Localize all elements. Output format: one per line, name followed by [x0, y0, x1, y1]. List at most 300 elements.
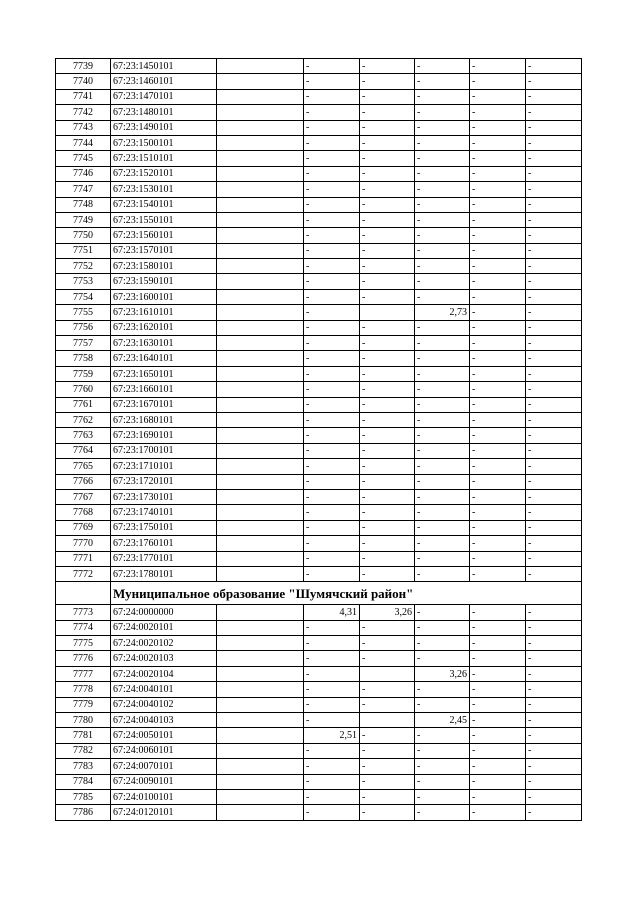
value-cell: 3,26	[415, 666, 470, 681]
value-cell: -	[526, 605, 582, 620]
value-cell	[217, 228, 304, 243]
value-cell: -	[526, 789, 582, 804]
value-cell: -	[360, 135, 415, 150]
value-cell: -	[415, 682, 470, 697]
value-cell: -	[415, 259, 470, 274]
row-number: 7771	[56, 551, 111, 566]
value-cell: -	[470, 351, 526, 366]
value-cell: -	[415, 320, 470, 335]
row-number: 7773	[56, 605, 111, 620]
value-cell: -	[470, 59, 526, 74]
value-cell: -	[415, 243, 470, 258]
value-cell: -	[360, 105, 415, 120]
table-row	[56, 566, 582, 581]
row-number: 7786	[56, 805, 111, 820]
value-cell: -	[304, 89, 360, 104]
value-cell: -	[470, 636, 526, 651]
value-cell: -	[470, 74, 526, 89]
cadastral-code: 67:23:1600101	[111, 289, 217, 304]
value-cell: -	[304, 551, 360, 566]
value-cell: -	[360, 274, 415, 289]
value-cell: -	[526, 351, 582, 366]
table-row	[56, 651, 582, 666]
value-cell: -	[415, 382, 470, 397]
value-cell: -	[304, 789, 360, 804]
value-cell	[217, 713, 304, 728]
value-cell	[217, 259, 304, 274]
row-number: 7769	[56, 520, 111, 535]
value-cell: -	[470, 259, 526, 274]
value-cell	[217, 89, 304, 104]
value-cell: -	[360, 682, 415, 697]
cadastral-code: 67:24:0040101	[111, 682, 217, 697]
table-row	[56, 474, 582, 489]
value-cell: -	[415, 351, 470, 366]
value-cell: -	[360, 289, 415, 304]
value-cell	[217, 320, 304, 335]
row-number: 7766	[56, 474, 111, 489]
value-cell: -	[415, 212, 470, 227]
value-cell: -	[304, 743, 360, 758]
cadastral-code: 67:23:1550101	[111, 212, 217, 227]
value-cell: -	[360, 459, 415, 474]
value-cell: -	[304, 351, 360, 366]
cadastral-code: 67:24:0020103	[111, 651, 217, 666]
value-cell	[217, 274, 304, 289]
value-cell	[217, 351, 304, 366]
value-cell: -	[304, 566, 360, 581]
value-cell: -	[360, 120, 415, 135]
value-cell: -	[360, 620, 415, 635]
value-cell: -	[304, 182, 360, 197]
value-cell	[217, 743, 304, 758]
value-cell: -	[470, 212, 526, 227]
value-cell: -	[304, 443, 360, 458]
row-number: 7770	[56, 536, 111, 551]
value-cell: -	[360, 197, 415, 212]
row-number: 7753	[56, 274, 111, 289]
value-cell: -	[470, 274, 526, 289]
table-row	[56, 666, 582, 681]
value-cell: -	[470, 728, 526, 743]
value-cell: -	[470, 759, 526, 774]
value-cell	[217, 197, 304, 212]
value-cell: -	[360, 59, 415, 74]
value-cell: -	[360, 382, 415, 397]
cadastral-code: 67:23:1560101	[111, 228, 217, 243]
value-cell: -	[470, 412, 526, 427]
row-number: 7752	[56, 259, 111, 274]
value-cell: -	[360, 212, 415, 227]
cadastral-code: 67:23:1660101	[111, 382, 217, 397]
cadastral-code: 67:23:1670101	[111, 397, 217, 412]
value-cell: -	[415, 551, 470, 566]
row-number: 7744	[56, 135, 111, 150]
value-cell: -	[526, 182, 582, 197]
cadastral-code: 67:23:1530101	[111, 182, 217, 197]
value-cell: -	[360, 728, 415, 743]
cadastral-code: 67:23:1480101	[111, 105, 217, 120]
cadastral-code: 67:24:0020102	[111, 636, 217, 651]
value-cell	[217, 505, 304, 520]
cadastral-code: 67:23:1720101	[111, 474, 217, 489]
value-cell: -	[415, 459, 470, 474]
value-cell: -	[304, 620, 360, 635]
value-cell	[360, 305, 415, 320]
value-cell: -	[304, 474, 360, 489]
value-cell: -	[304, 166, 360, 181]
value-cell: -	[415, 789, 470, 804]
value-cell: -	[304, 274, 360, 289]
table-row	[56, 212, 582, 227]
value-cell: -	[304, 682, 360, 697]
table-row	[56, 459, 582, 474]
value-cell: -	[415, 135, 470, 150]
value-cell: -	[415, 397, 470, 412]
value-cell: -	[360, 805, 415, 820]
table-row	[56, 682, 582, 697]
table-row	[56, 428, 582, 443]
value-cell: -	[470, 505, 526, 520]
value-cell: -	[526, 228, 582, 243]
value-cell: -	[304, 805, 360, 820]
value-cell: -	[415, 336, 470, 351]
value-cell: -	[360, 89, 415, 104]
value-cell: -	[304, 366, 360, 381]
cadastral-code: 67:24:0000000	[111, 605, 217, 620]
value-cell: -	[360, 505, 415, 520]
row-number: 7742	[56, 105, 111, 120]
value-cell	[217, 151, 304, 166]
table-row	[56, 289, 582, 304]
value-cell: -	[526, 774, 582, 789]
value-cell	[217, 789, 304, 804]
value-cell: 2,73	[415, 305, 470, 320]
row-number: 7776	[56, 651, 111, 666]
cadastral-code: 67:23:1490101	[111, 120, 217, 135]
row-number: 7780	[56, 713, 111, 728]
value-cell	[217, 412, 304, 427]
cadastral-code: 67:23:1510101	[111, 151, 217, 166]
value-cell: -	[360, 759, 415, 774]
value-cell: -	[415, 474, 470, 489]
row-number: 7740	[56, 74, 111, 89]
value-cell: -	[304, 651, 360, 666]
value-cell: -	[415, 105, 470, 120]
cadastral-code: 67:23:1650101	[111, 366, 217, 381]
value-cell: -	[415, 759, 470, 774]
table-row	[56, 259, 582, 274]
table-row	[56, 505, 582, 520]
row-number: 7765	[56, 459, 111, 474]
value-cell	[217, 728, 304, 743]
value-cell: -	[304, 412, 360, 427]
value-cell: -	[304, 713, 360, 728]
value-cell: -	[526, 89, 582, 104]
value-cell: -	[415, 74, 470, 89]
value-cell: -	[304, 666, 360, 681]
table-row	[56, 197, 582, 212]
value-cell	[217, 305, 304, 320]
value-cell: -	[360, 651, 415, 666]
value-cell: -	[470, 89, 526, 104]
value-cell: -	[470, 428, 526, 443]
value-cell: -	[526, 443, 582, 458]
value-cell: -	[360, 259, 415, 274]
value-cell: -	[526, 259, 582, 274]
value-cell: -	[470, 551, 526, 566]
table-row	[56, 274, 582, 289]
value-cell: -	[526, 759, 582, 774]
value-cell: -	[304, 59, 360, 74]
value-cell: -	[526, 713, 582, 728]
value-cell: -	[304, 774, 360, 789]
value-cell	[217, 566, 304, 581]
value-cell: -	[415, 605, 470, 620]
value-cell: -	[526, 428, 582, 443]
value-cell: -	[470, 520, 526, 535]
value-cell: -	[304, 505, 360, 520]
value-cell: -	[360, 774, 415, 789]
value-cell	[360, 666, 415, 681]
value-cell: -	[470, 566, 526, 581]
value-cell: -	[470, 228, 526, 243]
value-cell: -	[526, 551, 582, 566]
value-cell: -	[470, 605, 526, 620]
value-cell: -	[526, 366, 582, 381]
value-cell: -	[526, 536, 582, 551]
table-row	[56, 536, 582, 551]
table-row	[56, 605, 582, 620]
row-number: 7749	[56, 212, 111, 227]
value-cell: -	[526, 743, 582, 758]
cadastral-code: 67:23:1460101	[111, 74, 217, 89]
value-cell: 2,51	[304, 728, 360, 743]
value-cell: -	[526, 505, 582, 520]
value-cell: -	[470, 743, 526, 758]
value-cell: -	[415, 166, 470, 181]
value-cell: -	[415, 697, 470, 712]
value-cell: -	[415, 89, 470, 104]
value-cell: -	[304, 489, 360, 504]
value-cell: -	[304, 197, 360, 212]
value-cell: -	[470, 135, 526, 150]
value-cell	[217, 774, 304, 789]
value-cell: -	[526, 197, 582, 212]
row-number: 7779	[56, 697, 111, 712]
value-cell: -	[360, 697, 415, 712]
value-cell: -	[470, 366, 526, 381]
value-cell	[217, 166, 304, 181]
table-row	[56, 789, 582, 804]
table-row	[56, 305, 582, 320]
cadastral-code: 67:23:1630101	[111, 336, 217, 351]
value-cell: -	[526, 166, 582, 181]
cadastral-code: 67:23:1470101	[111, 89, 217, 104]
cadastral-code: 67:23:1580101	[111, 259, 217, 274]
value-cell: -	[470, 620, 526, 635]
row-number: 7746	[56, 166, 111, 181]
value-cell	[217, 289, 304, 304]
value-cell: -	[526, 105, 582, 120]
cadastral-code: 67:24:0050101	[111, 728, 217, 743]
value-cell: -	[415, 274, 470, 289]
value-cell: -	[415, 636, 470, 651]
table-row	[56, 120, 582, 135]
row-number: 7764	[56, 443, 111, 458]
value-cell: -	[470, 774, 526, 789]
value-cell: -	[526, 305, 582, 320]
cadastral-code: 67:23:1500101	[111, 135, 217, 150]
cadastral-code: 67:23:1770101	[111, 551, 217, 566]
value-cell: -	[470, 805, 526, 820]
table-row	[56, 59, 582, 74]
row-number: 7759	[56, 366, 111, 381]
row-number: 7763	[56, 428, 111, 443]
value-cell: -	[415, 59, 470, 74]
value-cell: -	[304, 135, 360, 150]
table-row	[56, 489, 582, 504]
value-cell: -	[415, 428, 470, 443]
value-cell: -	[470, 305, 526, 320]
value-cell: -	[304, 228, 360, 243]
value-cell: -	[526, 666, 582, 681]
value-cell: -	[304, 289, 360, 304]
value-cell: -	[526, 151, 582, 166]
row-number: 7748	[56, 197, 111, 212]
cadastral-code: 67:23:1570101	[111, 243, 217, 258]
value-cell	[217, 336, 304, 351]
value-cell: -	[526, 274, 582, 289]
value-cell: -	[526, 651, 582, 666]
value-cell: -	[470, 105, 526, 120]
value-cell: -	[360, 743, 415, 758]
value-cell: -	[470, 697, 526, 712]
value-cell	[217, 74, 304, 89]
value-cell	[360, 713, 415, 728]
table-row	[56, 74, 582, 89]
value-cell: -	[304, 243, 360, 258]
value-cell	[217, 59, 304, 74]
value-cell: -	[415, 505, 470, 520]
value-cell: -	[526, 289, 582, 304]
row-number: 7756	[56, 320, 111, 335]
value-cell: -	[526, 243, 582, 258]
table-row	[56, 697, 582, 712]
value-cell: -	[360, 151, 415, 166]
row-number: 7743	[56, 120, 111, 135]
value-cell: -	[470, 289, 526, 304]
value-cell: -	[360, 789, 415, 804]
value-cell: -	[415, 366, 470, 381]
value-cell: -	[526, 728, 582, 743]
table-row	[56, 397, 582, 412]
value-cell: -	[415, 566, 470, 581]
value-cell: -	[304, 536, 360, 551]
value-cell	[217, 697, 304, 712]
value-cell	[217, 382, 304, 397]
value-cell	[217, 620, 304, 635]
value-cell: -	[470, 474, 526, 489]
value-cell: -	[415, 743, 470, 758]
row-number: 7745	[56, 151, 111, 166]
table-row	[56, 728, 582, 743]
value-cell: -	[304, 305, 360, 320]
cadastral-code: 67:23:1620101	[111, 320, 217, 335]
value-cell: -	[526, 74, 582, 89]
value-cell: -	[470, 182, 526, 197]
value-cell: -	[526, 682, 582, 697]
value-cell: -	[470, 397, 526, 412]
cadastral-code: 67:24:0070101	[111, 759, 217, 774]
value-cell: -	[304, 259, 360, 274]
row-number: 7747	[56, 182, 111, 197]
value-cell: -	[304, 382, 360, 397]
value-cell	[217, 605, 304, 620]
value-cell	[217, 212, 304, 227]
value-cell: -	[415, 443, 470, 458]
value-cell: -	[304, 428, 360, 443]
value-cell: -	[526, 459, 582, 474]
value-cell: -	[526, 566, 582, 581]
cadastral-code: 67:23:1450101	[111, 59, 217, 74]
value-cell: -	[526, 805, 582, 820]
value-cell: -	[470, 166, 526, 181]
table-row	[56, 228, 582, 243]
cadastral-code: 67:23:1540101	[111, 197, 217, 212]
value-cell: -	[415, 120, 470, 135]
row-number: 7758	[56, 351, 111, 366]
value-cell: -	[360, 182, 415, 197]
value-cell: -	[415, 197, 470, 212]
value-cell: -	[415, 182, 470, 197]
value-cell	[217, 536, 304, 551]
value-cell: -	[304, 74, 360, 89]
value-cell: -	[470, 443, 526, 458]
table-body	[56, 59, 582, 821]
table-row	[56, 743, 582, 758]
cadastral-code: 67:23:1750101	[111, 520, 217, 535]
value-cell	[217, 636, 304, 651]
table-row	[56, 243, 582, 258]
value-cell: -	[470, 666, 526, 681]
section-row	[56, 582, 582, 605]
table-row	[56, 351, 582, 366]
table-row	[56, 182, 582, 197]
row-number: 7774	[56, 620, 111, 635]
cadastral-code: 67:24:0020104	[111, 666, 217, 681]
row-number: 7772	[56, 566, 111, 581]
table-row	[56, 151, 582, 166]
cadastral-code: 67:23:1590101	[111, 274, 217, 289]
value-cell: -	[470, 489, 526, 504]
data-table	[55, 58, 582, 821]
value-cell	[217, 135, 304, 150]
row-number: 7783	[56, 759, 111, 774]
value-cell: -	[526, 320, 582, 335]
value-cell: -	[470, 320, 526, 335]
value-cell: -	[526, 212, 582, 227]
value-cell: -	[415, 289, 470, 304]
value-cell	[217, 366, 304, 381]
value-cell: -	[360, 166, 415, 181]
row-number: 7739	[56, 59, 111, 74]
value-cell: -	[470, 682, 526, 697]
row-number: 7750	[56, 228, 111, 243]
cadastral-code: 67:23:1640101	[111, 351, 217, 366]
table-row	[56, 713, 582, 728]
value-cell: -	[360, 397, 415, 412]
